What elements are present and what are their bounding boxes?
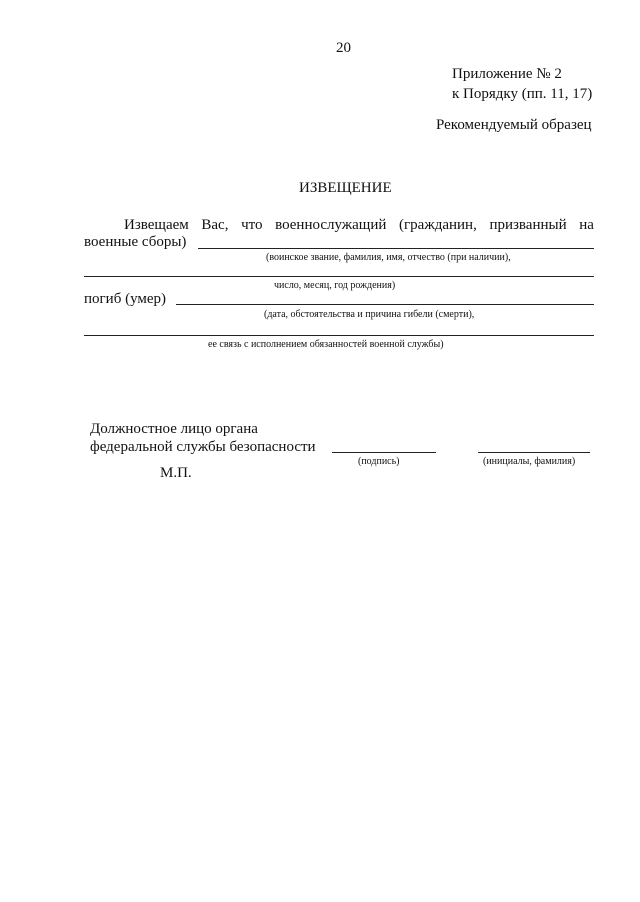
initials-line — [478, 452, 590, 453]
military-training-label: военные сборы) — [84, 234, 187, 250]
seal-place: М.П. — [160, 465, 192, 481]
intro-word: призванный — [489, 217, 567, 233]
document-title: ИЗВЕЩЕНИЕ — [299, 180, 392, 196]
died-label: погиб (умер) — [84, 291, 167, 307]
appendix-label: Приложение № 2 — [452, 66, 562, 82]
fill-line-circumstances — [176, 304, 594, 305]
intro-paragraph-line1 — [124, 218, 594, 233]
official-title-line1: Должностное лицо органа — [90, 421, 258, 437]
official-title-line2: федеральной службы безопасности — [90, 439, 316, 455]
hint-duty-connection: ее связь с исполнением обязанностей военной службы) — [208, 339, 444, 350]
page-number: 20 — [336, 40, 351, 56]
order-reference: к Порядку (пп. 11, 17) — [452, 86, 593, 102]
fill-line-birth — [84, 276, 594, 277]
hint-signature: (подпись) — [358, 456, 400, 467]
hint-circumstances: (дата, обстоятельства и причина гибели (смерти), — [264, 309, 475, 320]
hint-initials-surname: (инициалы, фамилия) — [483, 456, 576, 467]
intro-word: что — [241, 217, 263, 233]
hint-rank-name: (воинское звание, фамилия, имя, отчество (при наличии), — [266, 252, 511, 263]
intro-word: военнослужащий — [275, 217, 387, 233]
hint-birth-date: число, месяц, год рождения) — [274, 280, 396, 291]
fill-line-rank-name — [198, 248, 594, 249]
intro-word: на — [579, 217, 594, 233]
intro-word: (гражданин, — [399, 217, 477, 233]
intro-word: Вас, — [201, 217, 229, 233]
sample-note: Рекомендуемый образец — [436, 117, 592, 133]
fill-line-duty — [84, 335, 594, 336]
intro-word: Извещаем — [124, 217, 189, 233]
signature-line — [332, 452, 436, 453]
